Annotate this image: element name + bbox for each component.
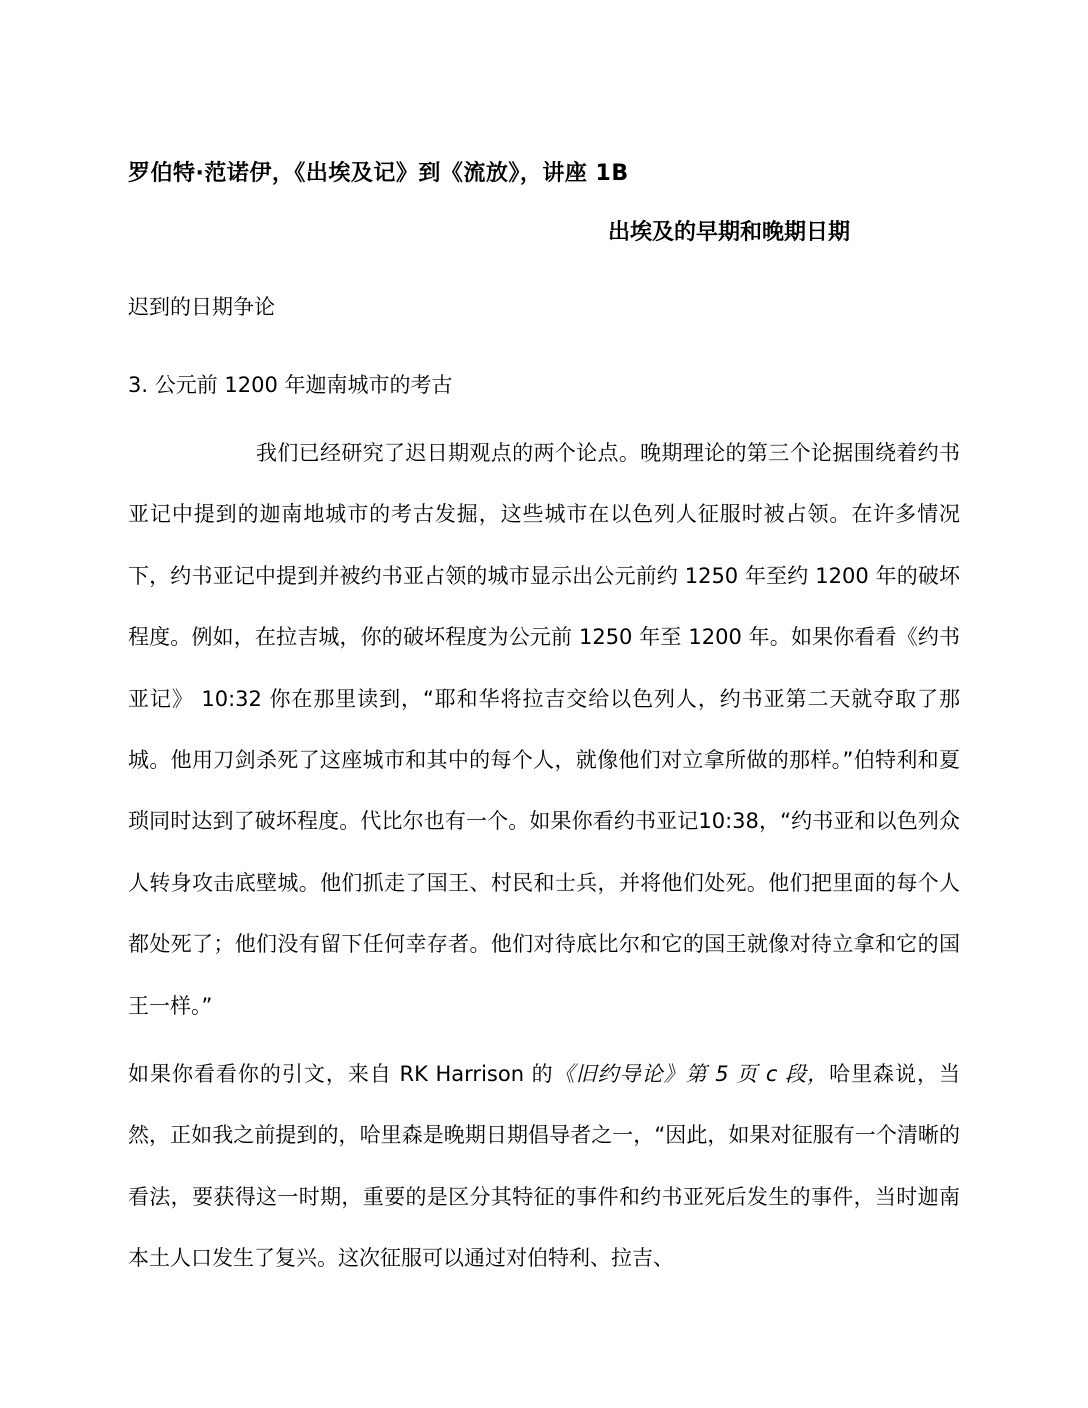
body-paragraph-1: 我们已经研究了迟日期观点的两个论点。晚期理论的第三个论据围绕着约书亚记中提到的迦南地城市的考古发掘，这些城市在以色列人征服时被占领。在许多情况下，约书亚记中提到并被约书亚占领的城市显示出公元前约 1250 年至约 1200 年的破坏程度。例如，在拉吉城，你的破坏程度为公元前 1250 年至 1200 年。如果你看看《约书亚记》 10:32 你在那里读到，“耶和华将拉吉交给以色列人，约书亚第二天就夺取了那城。他用刀剑杀死了这座城市和其中的每个人，就像他们对立拿所做的那样。”伯特利和夏琐同时达到了破坏程度。代比尔也有一个。如果你看约书亚记10:38，“约书亚和以色列众人转身攻击底壁城。他们抓走了国王、村民和士兵，并将他们处死。他们把里面的每个人都处死了；他们没有留下任何幸存者。他们对待底比尔和它的国王就像对待立拿和它的国王一样。” (128, 441, 960, 1018)
paragraph-2-text-start: 如果你看看你的引文，来自 RK Harrison 的 (128, 1062, 554, 1086)
section-heading: 迟到的日期争论 (128, 295, 275, 319)
book-citation: 《旧约导论》第 5 页 c 段， (553, 1062, 830, 1086)
lecture-subtitle: 出埃及的早期和晚期日期 (607, 220, 850, 245)
body-paragraph-2 (128, 1044, 960, 1290)
sub-heading: 3. 公元前 1200 年迦南城市的考古 (128, 373, 453, 397)
lecture-title: 罗伯特·范诺伊，《出埃及记》到《流放》，讲座 1B (128, 161, 629, 186)
paragraph-2-text-rest: 哈里森说，当然，正如我之前提到的，哈里森是晚期日期倡导者之一，“因此，如果对征服有一个清晰的看法，要获得这一时期，重要的是区分其特征的事件和约书亚死后发生的事件，当时迦南本土人口发生了复兴。这次征服可以通过对伯特利、拉吉、 (128, 1062, 961, 1271)
